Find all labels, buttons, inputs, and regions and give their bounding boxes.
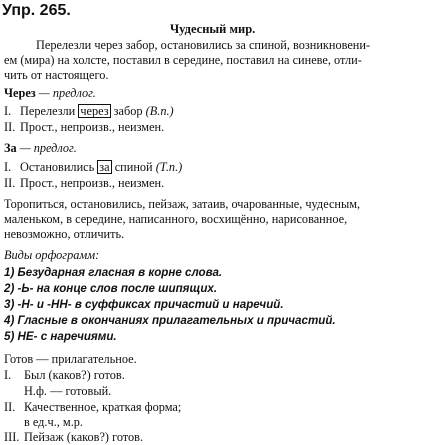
through-line-2-num: II. <box>4 120 16 134</box>
through-line-1-post: забор <box>110 104 146 118</box>
behind-line-2-text: Прост., непроизв., неизмен. <box>20 176 165 190</box>
exercise-number: Упр. 265. <box>2 2 71 19</box>
behind-heading <box>4 141 77 156</box>
behind-line-1 <box>4 160 182 175</box>
ready-line-1-num: I. <box>4 368 12 382</box>
word-list-line-2: маленьком, в середине, написанного, восхищённо, нарисованное, <box>4 212 348 226</box>
word-list-line-1: Торопиться, остановились, пейзаж, затаив, очарованные, чудесным, <box>4 197 361 211</box>
through-case: (В.п.) <box>145 104 174 118</box>
orthograms-heading: Виды орфограмм: <box>4 248 100 262</box>
ready-line-1-text: Был (каков?) готов. <box>24 368 125 382</box>
behind-line-1-pre: Остановились <box>20 160 98 174</box>
behind-heading-rest: — предлог. <box>16 141 77 155</box>
orthogram-item-4: 4) Гласные в окончаниях прилагательных и причастий. <box>4 314 336 327</box>
ready-line-2 <box>4 384 111 399</box>
ready-line-4-text: в ед.ч., м.р. <box>24 415 83 429</box>
through-boxed-preposition: через <box>80 104 109 118</box>
through-line-1 <box>4 104 174 119</box>
word-list-line-3: невозможно, отличить. <box>4 227 125 241</box>
ready-line-5-text: Пейзаж (каков?) готов. <box>24 430 144 444</box>
through-line-2 <box>4 120 164 135</box>
ready-line-2-text: Н.ф. — готовый. <box>24 384 112 398</box>
behind-line-2 <box>4 176 164 191</box>
through-line-1-num: I. <box>4 104 12 118</box>
orthogram-item-5: 5) НЕ- с наречиями. <box>4 330 117 343</box>
ready-line-5-num: III. <box>4 430 20 444</box>
text-title: Чудесный мир. <box>170 22 256 36</box>
ready-line-3 <box>4 400 181 415</box>
text-line-2: ем (мира) на холсте, поставил в середине, поставил на синеве, отли- <box>4 53 362 67</box>
through-heading-rest: — предлог. <box>35 86 96 100</box>
orthogram-item-3: 3) -Н- и -НН- в суффиксах причастий и наречий. <box>4 298 284 311</box>
through-heading <box>4 86 96 101</box>
behind-case: (Т.п.) <box>155 160 183 174</box>
ready-line-1 <box>4 368 125 383</box>
ready-line-5 <box>4 430 143 445</box>
through-line-2-text: Прост., непроизв., неизмен. <box>20 120 165 134</box>
behind-heading-word: За <box>4 141 17 155</box>
behind-line-2-num: II. <box>4 176 16 190</box>
ready-heading: Готов — прилагательное. <box>4 352 137 366</box>
through-heading-word: Через <box>4 86 36 100</box>
ready-line-3-text: Качественное, краткая форма; <box>24 400 182 414</box>
through-line-1-pre: Перелезли <box>20 104 79 118</box>
text-line-1: Перелезли через забор, остановились за спиной, возникновени- <box>36 38 371 52</box>
orthogram-item-1: 1) Безударная гласная в корне слова. <box>4 266 223 279</box>
ready-line-4 <box>4 415 83 430</box>
ready-line-3-num: II. <box>4 400 16 414</box>
orthogram-item-2: 2) -Ь- на конце слов после шипящих. <box>4 282 218 295</box>
behind-line-1-post: спиной <box>111 160 156 174</box>
text-line-3: чить от настоящего. <box>4 68 109 82</box>
behind-boxed-preposition: за <box>99 160 110 174</box>
behind-line-1-num: I. <box>4 160 12 174</box>
